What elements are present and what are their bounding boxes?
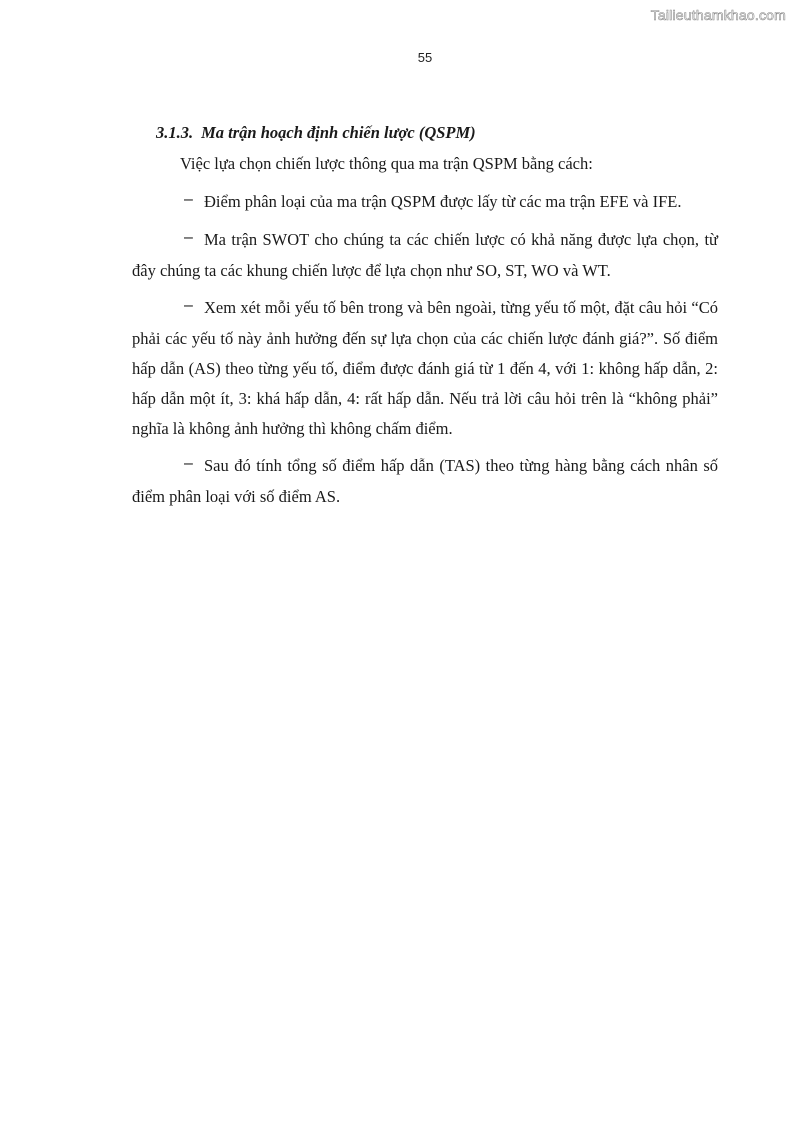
bullet-item [132, 451, 718, 512]
dash-bullet-icon: – [184, 455, 193, 472]
dash-bullet-icon: – [184, 297, 193, 314]
watermark-text: Tailieuthamkhao.com [650, 7, 786, 23]
bullet-item [132, 225, 718, 286]
intro-paragraph: Việc lựa chọn chiến lược thông qua ma trận QSPM bằng cách: [180, 154, 593, 173]
section-title: Ma trận hoạch định chiến lược (QSPM) [201, 123, 476, 142]
section-heading [156, 120, 718, 146]
document-body [132, 120, 718, 519]
bullet-item [132, 187, 718, 218]
page-number: 55 [417, 50, 433, 65]
bullet-text: Xem xét mỗi yếu tố bên trong và bên ngoài, từng yếu tố một, đặt câu hỏi “Có phải các yếu tố này ảnh hưởng đến sự lựa chọn của các chiến lược đánh giá?”. Số điểm hấp dẫn (AS) theo từng yếu tố, điểm được đánh giá từ 1 đến 4, với 1: không hấp dẫn, 2: hấp dẫn một ít, 3: khá hấp dẫn, 4: rất hấp dẫn. Nếu trả lời câu hỏi trên là “không phải” nghĩa là không ảnh hưởng thì không chấm điểm. [132, 298, 718, 438]
bullet-text: Sau đó tính tổng số điểm hấp dẫn (TAS) theo từng hàng bằng cách nhân số điểm phân loại với số điểm AS. [132, 456, 718, 506]
dash-bullet-icon: – [184, 191, 193, 208]
bullet-text: Ma trận SWOT cho chúng ta các chiến lược có khả năng được lựa chọn, từ đây chúng ta các khung chiến lược để lựa chọn như SO, ST, WO và WT. [132, 230, 718, 280]
section-number: 3.1.3. [156, 123, 194, 142]
dash-bullet-icon: – [184, 229, 193, 246]
bullet-text: Điểm phân loại của ma trận QSPM được lấy từ các ma trận EFE và IFE. [204, 192, 682, 211]
bullet-item [132, 293, 718, 444]
